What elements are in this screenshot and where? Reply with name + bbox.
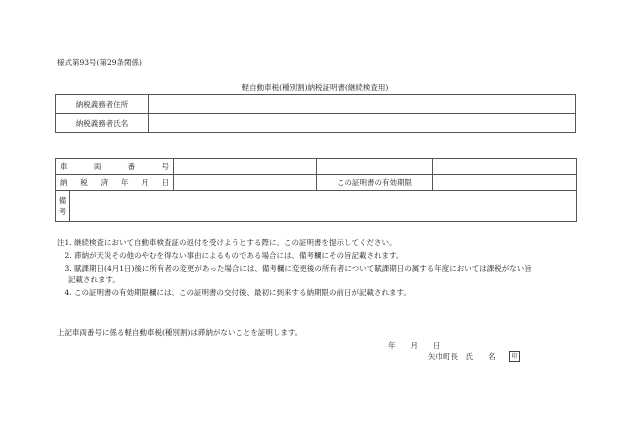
vehicle-number-label: 車 両 番 号 xyxy=(56,159,174,175)
taxpayer-address-field[interactable] xyxy=(149,95,576,114)
issue-date: 年 月 日 xyxy=(388,341,441,350)
document-title: 軽自動車税(種別割)納税証明書(継続検査用) xyxy=(241,83,389,92)
blank-cell xyxy=(317,159,433,175)
form-number: 様式第93号(第29条関係) xyxy=(57,58,142,67)
validity-label: この証明書の有効期限 xyxy=(317,175,433,191)
note-item: 2. 滞納が天災その他のやむを得ない事由によるものである場合には、備考欄にその旨記載されます。 xyxy=(57,251,404,260)
vehicle-table xyxy=(55,158,577,222)
taxpayer-name-row xyxy=(56,114,576,133)
blank-cell xyxy=(433,159,577,175)
remarks-field[interactable] xyxy=(70,191,577,222)
remarks-row xyxy=(56,191,577,222)
tax-paid-date-row xyxy=(56,175,577,191)
remarks-label: 備 考 xyxy=(56,191,70,222)
note-item: 4. この証明書の有効期限欄には、この証明書の交付後、最初に到来する納期限の前日が記載されます。 xyxy=(57,288,411,297)
signer-line: 矢巾町長 氏 名 xyxy=(428,352,496,361)
certification-text: 上記車両番号に係る軽自動車税(種別割)は滞納がないことを証明します。 xyxy=(57,328,303,337)
seal-box: 印 xyxy=(509,351,520,362)
taxpayer-address-row xyxy=(56,95,576,114)
vehicle-number-row xyxy=(56,159,577,175)
tax-paid-date-label: 納 税 済 年 月 日 xyxy=(56,175,174,191)
note-item: 3. 賦課期日(4月1日)後に所有者の変更があった場合には、備考欄に変更後の所有者について賦課期日の属する年度においては課税がない旨 記載されます。 xyxy=(57,264,532,284)
taxpayer-name-label: 納税義務者氏名 xyxy=(56,114,149,133)
vehicle-number-field[interactable] xyxy=(174,159,317,175)
note-item: 注1. 継続検査において自動車検査証の返付を受けようとする際に、この証明書を提示してください。 xyxy=(57,238,397,247)
taxpayer-address-label: 納税義務者住所 xyxy=(56,95,149,114)
notes-section xyxy=(57,238,532,301)
taxpayer-table xyxy=(55,94,576,133)
tax-paid-date-field[interactable] xyxy=(174,175,317,191)
taxpayer-name-field[interactable] xyxy=(149,114,576,133)
validity-field[interactable] xyxy=(433,175,577,191)
